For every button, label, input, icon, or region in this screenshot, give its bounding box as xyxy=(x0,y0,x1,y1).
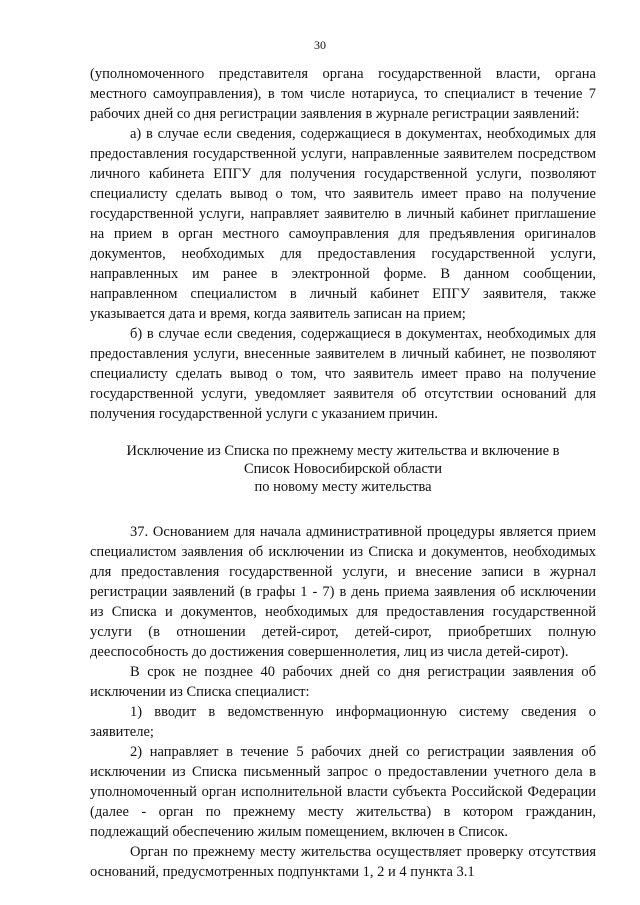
paragraph-item-b: б) в случае если сведения, содержащиеся в документах, необходимых для предоставления услуги, внесенные заявителем в личный кабинет, не позволяют специалисту сделать вывод о том, что заявитель имеет право на получение государственной услуги, уведомляет заявителя об отсутствии оснований для получения государственной услуги с указанием причин. xyxy=(90,326,596,422)
paragraph-item-a: а) в случае если сведения, содержащиеся в документах, необходимых для предоставления государственной услуги, направленные заявителем посредством личного кабинета ЕПГУ для получения государственной услуги, позволяют специалисту сделать вывод о том, что заявитель имеет право на получение государственной услуги, направляет заявителю в личный кабинет приглашение на прием в орган местного самоуправления для предъявления оригиналов документов, необходимых для предоставления государственной услуги, направленных им ранее в электронной форме. В данном сообщении, направленном специалистом в личный кабинет ЕПГУ заявителя, также указывается дата и время, когда заявитель записан на прием; xyxy=(90,126,596,322)
paragraph: В срок не позднее 40 рабочих дней со дня регистрации заявления об исключении из Списка специалист: xyxy=(90,664,596,700)
paragraph-item-2: 2) направляет в течение 5 рабочих дней со регистрации заявления об исключении из Списка письменный запрос о предоставлении учетного дела в уполномоченный орган исполнительной власти субъекта Российской Федерации (далее - орган по прежнему месту жительства) в котором гражданин, подлежащий обеспечению жилым помещением, включен в Список. xyxy=(90,744,596,840)
section-heading xyxy=(90,442,596,496)
paragraph-37: 37. Основанием для начала административной процедуры является прием специалистом заявления об исключении из Списка и документов, необходимых для предоставления государственной услуги, и внесение записи в журнал регистрации заявлений (в графы 1 - 7) в день приема заявления об исключении из Списка и документов, необходимых для предоставления государственной услуги (в отношении детей-сирот, детей-сирот, приобретших полную дееспособность до достижения совершеннолетия, лиц из числа детей-сирот). xyxy=(90,524,596,660)
section-heading-line: по новому месту жительства xyxy=(254,479,432,495)
paragraph: Орган по прежнему месту жительства осуществляет проверку отсутствия оснований, предусмотренных подпунктами 1, 2 и 4 пункта 3.1 xyxy=(90,844,596,880)
paragraph: (уполномоченного представителя органа государственной власти, органа местного самоуправления), в том числе нотариуса, то специалист в течение 7 рабочих дней со дня регистрации заявления в журнале регистрации заявлений: xyxy=(90,66,596,122)
paragraph-item-1: 1) вводит в ведомственную информационную систему сведения о заявителе; xyxy=(90,704,596,740)
section-heading-line: Список Новосибирской области xyxy=(243,461,443,477)
document-body xyxy=(90,64,596,882)
page-number: 30 xyxy=(314,38,326,52)
section-heading-line: Исключение из Списка по прежнему месту жительства и включение в xyxy=(126,443,560,459)
